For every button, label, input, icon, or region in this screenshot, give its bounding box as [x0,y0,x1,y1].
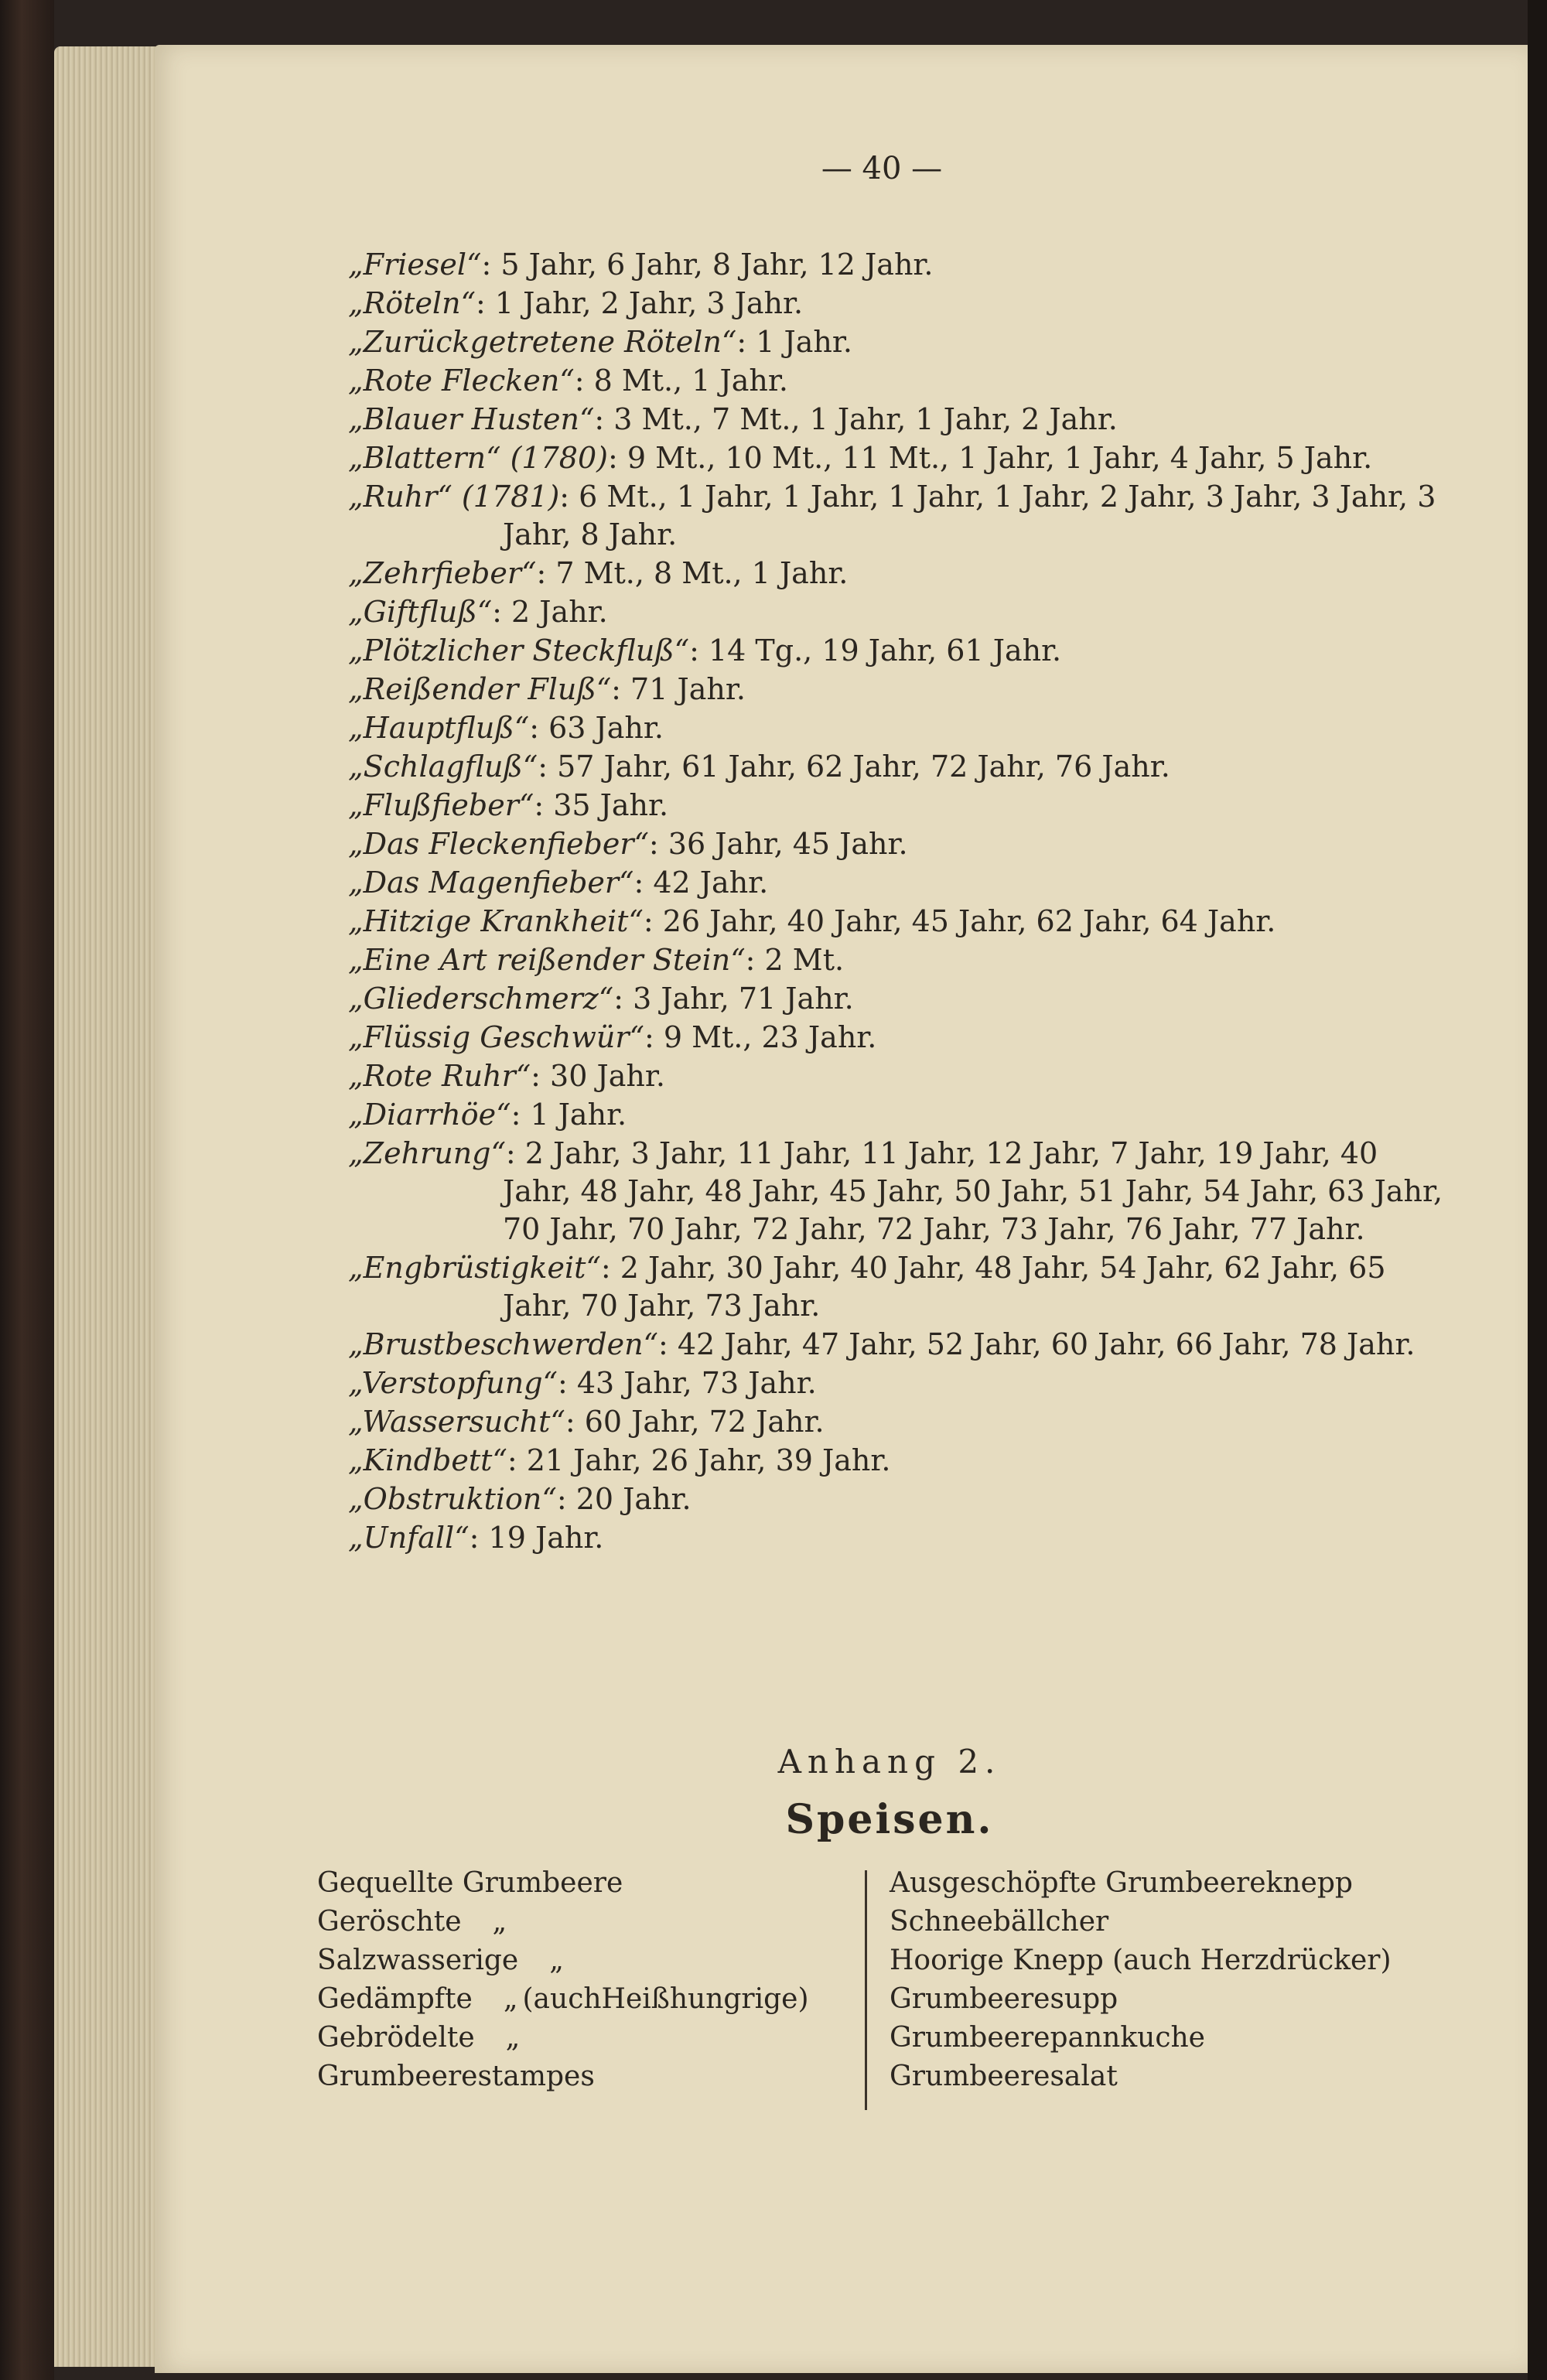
disease-entry [348,1019,1446,1057]
disease-term: „Ruhr“ (1781) [348,480,560,514]
dish-item [317,1941,859,1980]
disease-ages: : 35 Jahr. [534,788,669,822]
disease-term: „Plötzlicher Steckfluß“ [348,633,690,668]
disease-entry [348,1096,1446,1134]
disease-entry [348,593,1446,631]
disease-term: „Flußfieber“ [348,788,534,822]
disease-entry [348,439,1446,477]
disease-term: „Brustbeschwerden“ [348,1327,658,1361]
disease-term: „Hitzige Krankheit“ [348,904,644,938]
disease-ages: : 9 Mt., 10 Mt., 11 Mt., 1 Jahr, 1 Jahr, 4 Jahr, 5 Jahr. [607,441,1373,475]
disease-term: „Kindbett“ [348,1443,507,1477]
right-shadow [1528,0,1547,2380]
disease-term: „Unfall“ [348,1521,470,1555]
disease-term: „Flüssig Geschwür“ [348,1020,644,1054]
dish-note: (auchHeißhungrige) [522,1983,809,2015]
dish-name: Gebrödelte [317,2022,475,2054]
disease-term: „Blauer Husten“ [348,402,595,436]
disease-term: „Engbrüstigkeit“ [348,1251,601,1285]
disease-list [348,246,1446,1558]
disease-entry [348,401,1446,439]
disease-entry [348,1519,1446,1557]
dish-item: Hoorige Knepp (auch Herzdrücker) [890,1945,1392,1976]
disease-ages: : 19 Jahr. [469,1521,604,1555]
disease-term: „Eine Art reißender Stein“ [348,943,746,977]
page-edges [54,46,162,2367]
disease-entry [348,285,1446,323]
disease-term: „Verstopfung“ [348,1366,558,1400]
disease-term: „Das Fleckenfieber“ [348,827,649,861]
disease-entry [348,362,1446,400]
ditto-mark: „ [505,2022,521,2054]
disease-entry [348,323,1446,361]
disease-term: „Reißender Fluß“ [348,672,612,706]
disease-ages: : 26 Jahr, 40 Jahr, 45 Jahr, 62 Jahr, 64 Jahr. [643,904,1276,938]
dish-item [317,2019,859,2057]
disease-entry [348,478,1446,554]
column-divider [865,1870,867,2110]
disease-term: „Zehrfieber“ [348,556,537,590]
disease-ages: : 1 Jahr. [511,1098,627,1132]
disease-entry [348,1326,1446,1364]
dish-name: Geröschte [317,1906,462,1938]
disease-ages: : 60 Jahr, 72 Jahr. [565,1405,825,1439]
disease-ages: : 5 Jahr, 6 Jahr, 8 Jahr, 12 Jahr. [481,248,934,282]
disease-entry [348,671,1446,709]
disease-entry [348,903,1446,941]
disease-term: „Friesel“ [348,248,482,282]
disease-ages: : 2 Jahr, 30 Jahr, 40 Jahr, 48 Jahr, 54 Jahr, 62 Jahr, 65 Jahr, 70 Jahr, 73 Jahr. [503,1251,1386,1323]
book-spine [0,0,54,2380]
dish-item: Schneebällcher [890,1906,1109,1938]
disease-ages: : 3 Mt., 7 Mt., 1 Jahr, 1 Jahr, 2 Jahr. [594,402,1118,436]
disease-ages: : 42 Jahr, 47 Jahr, 52 Jahr, 60 Jahr, 66 Jahr, 78 Jahr. [658,1327,1416,1361]
disease-entry [348,709,1446,747]
disease-entry [348,980,1446,1018]
disease-ages: : 7 Mt., 8 Mt., 1 Jahr. [536,556,849,590]
disease-ages: : 57 Jahr, 61 Jahr, 62 Jahr, 72 Jahr, 76 Jahr. [538,750,1170,784]
disease-term: „Rote Ruhr“ [348,1059,531,1093]
dish-item: Ausgeschöpfte Grumbeereknepp [890,1867,1353,1899]
disease-ages: : 14 Tg., 19 Jahr, 61 Jahr. [689,633,1062,668]
appendix-title: Anhang 2. [777,1743,1002,1781]
page-number: — 40 — [821,151,943,186]
dish-name: Gequellte Grumbeere [317,1867,623,1899]
disease-term: „Zehrung“ [348,1136,506,1170]
disease-ages: : 1 Jahr. [736,325,852,359]
dish-name: Grumbeerestampes [317,2061,595,2092]
disease-entry [348,1442,1446,1480]
disease-entry [348,1249,1446,1325]
dish-name: Salzwasserige [317,1945,519,1976]
disease-term: „Giftfluß“ [348,595,493,629]
disease-term: „Gliederschmerz“ [348,982,614,1016]
disease-term: „Das Magenfieber“ [348,866,634,900]
disease-ages: : 36 Jahr, 45 Jahr. [648,827,908,861]
section-title: Speisen. [785,1796,994,1843]
dish-item [317,2057,859,2096]
disease-ages: : 43 Jahr, 73 Jahr. [557,1366,817,1400]
disease-ages: : 42 Jahr. [633,866,769,900]
ditto-mark: „ [492,1906,507,1938]
disease-ages: : 30 Jahr. [531,1059,665,1093]
dish-list-right [890,1864,1477,2096]
disease-entry [348,555,1446,592]
disease-term: „Röteln“ [348,286,476,320]
dish-item [317,1864,859,1903]
disease-entry [348,1364,1446,1402]
disease-entry [348,748,1446,786]
disease-entry [348,825,1446,863]
disease-entry [348,1480,1446,1518]
dish-item [317,1903,859,1941]
dish-name: Gedämpfte [317,1983,473,2015]
disease-ages: : 3 Jahr, 71 Jahr. [613,982,854,1016]
disease-entry [348,246,1446,284]
ditto-mark: „ [549,1945,564,1976]
disease-term: „Hauptfluß“ [348,711,530,745]
disease-term: „Rote Flecken“ [348,364,575,398]
disease-ages: : 1 Jahr, 2 Jahr, 3 Jahr. [476,286,804,320]
disease-ages: : 6 Mt., 1 Jahr, 1 Jahr, 1 Jahr, 1 Jahr, 2 Jahr, 3 Jahr, 3 Jahr, 3 Jahr, 8 Jahr. [503,480,1436,551]
disease-entry [348,632,1446,670]
disease-ages: : 71 Jahr. [611,672,746,706]
dish-list-left [317,1864,859,2096]
disease-entry [348,864,1446,902]
disease-term: „Wassersucht“ [348,1405,565,1439]
disease-ages: : 63 Jahr. [529,711,664,745]
disease-term: „Diarrhöe“ [348,1098,511,1132]
disease-ages: : 9 Mt., 23 Jahr. [644,1020,877,1054]
disease-ages: : 2 Jahr. [492,595,608,629]
disease-ages: : 2 Jahr, 3 Jahr, 11 Jahr, 11 Jahr, 12 Jahr, 7 Jahr, 19 Jahr, 40 Jahr, 48 Jahr, 48 Jahr, 45 Jahr, 50 Jahr, 51 Jahr, 54 Jahr, 63 Jahr, 70 Jahr, 70 Jahr, 72 Jahr, 72 Jahr, 73 Jahr, 76 Jahr, 77 Jahr. [503,1136,1443,1246]
disease-entry [348,941,1446,979]
dish-item: Grumbeeresalat [890,2061,1118,2092]
disease-entry [348,1403,1446,1441]
ditto-mark: „ [503,1983,518,2015]
dish-item [317,1980,859,2019]
dish-item: Grumbeeresupp [890,1983,1118,2015]
disease-entry [348,787,1446,825]
disease-entry [348,1135,1446,1248]
disease-ages: : 20 Jahr. [556,1482,692,1516]
disease-term: „Schlagfluß“ [348,750,538,784]
disease-ages: : 2 Mt. [745,943,845,977]
disease-term: „Zurückgetretene Röteln“ [348,325,737,359]
dish-item: Grumbeerepannkuche [890,2022,1205,2054]
disease-term: „Obstruktion“ [348,1482,557,1516]
disease-ages: : 8 Mt., 1 Jahr. [574,364,788,398]
disease-term: „Blattern“ (1780) [348,441,608,475]
disease-ages: : 21 Jahr, 26 Jahr, 39 Jahr. [507,1443,891,1477]
disease-entry [348,1057,1446,1095]
